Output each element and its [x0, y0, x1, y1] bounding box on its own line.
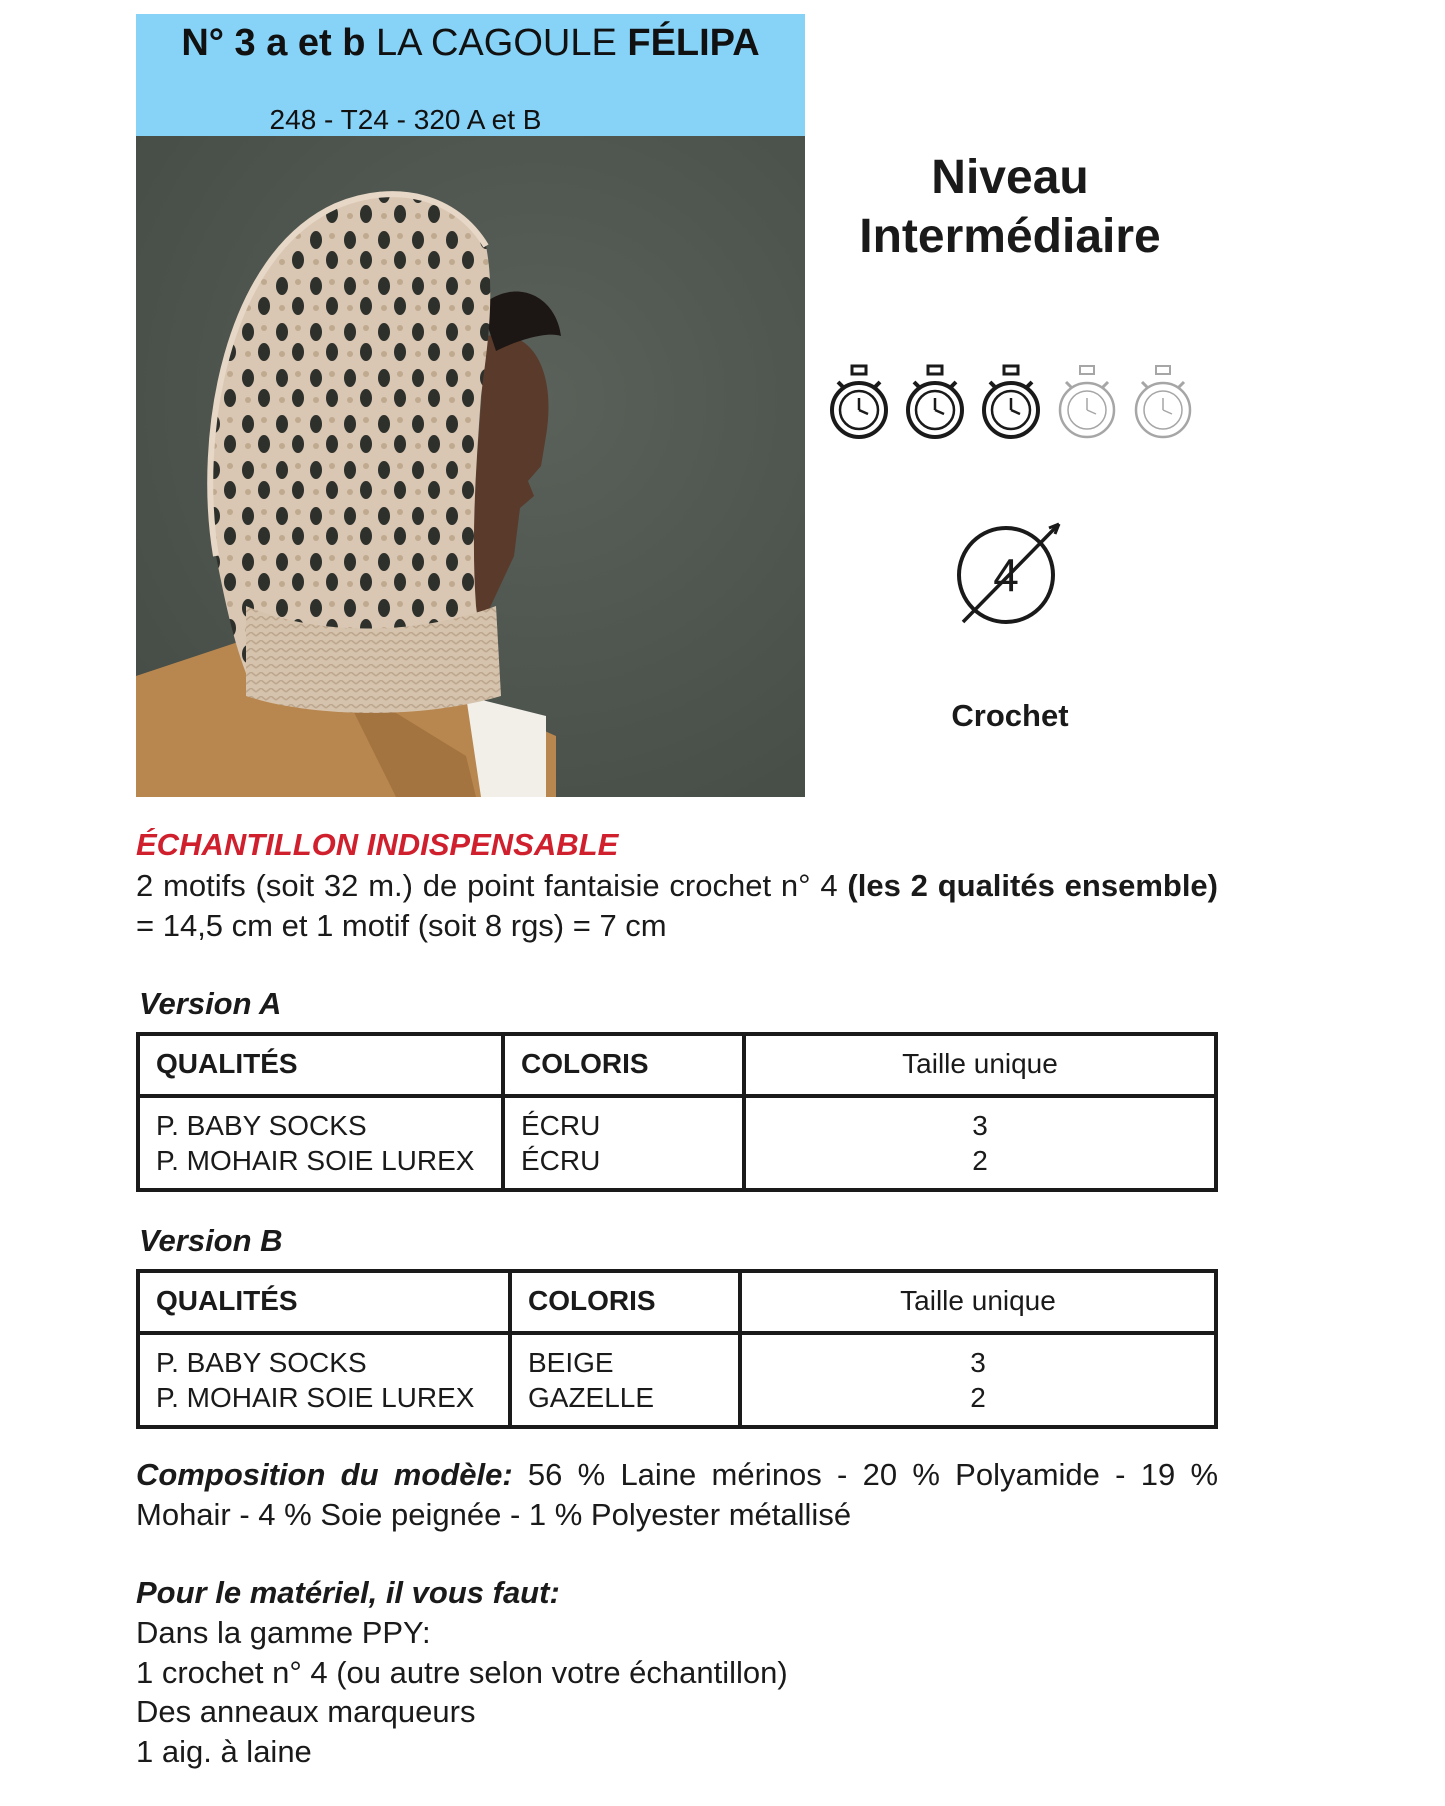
colors-cell: [503, 1096, 744, 1190]
version-b-label: Version B: [139, 1223, 283, 1258]
stopwatch-icon-empty: [1056, 364, 1118, 444]
color-2: GAZELLE: [528, 1382, 655, 1413]
quantity-cell: [744, 1096, 1216, 1190]
quality-2: P. MOHAIR SOIE LUREX: [156, 1382, 475, 1413]
header-size: Taille unique: [744, 1034, 1216, 1096]
quantity-1: 3: [970, 1347, 986, 1378]
difficulty-level: [840, 148, 1180, 266]
pattern-title-text: LA CAGOULE: [376, 22, 617, 64]
quality-1: P. BABY SOCKS: [156, 1347, 367, 1378]
quantity-cell: [740, 1333, 1216, 1427]
pattern-name: FÉLIPA: [627, 22, 760, 64]
time-rating: [828, 364, 1194, 444]
quantity-2: 2: [970, 1382, 986, 1413]
level-line-2: Intermédiaire: [859, 210, 1161, 263]
colors-cell: [510, 1333, 740, 1427]
quantity-1: 3: [972, 1110, 988, 1141]
stopwatch-icon-empty: [1132, 364, 1194, 444]
header-colors: COLORIS: [510, 1271, 740, 1333]
gauge-text-bold: (les 2 qualités ensemble): [847, 868, 1218, 903]
quality-1: P. BABY SOCKS: [156, 1110, 367, 1141]
technique-label: Crochet: [951, 698, 1069, 733]
stopwatch-icon-filled: [828, 364, 890, 444]
materiel-heading: [136, 1573, 1218, 1613]
title-banner: [136, 14, 805, 136]
composition-text: 56 % Laine mérinos - 20 % Polyamide - 19 % Mohair - 4 % Soie peignée - 1 % Polyester métallisé: [136, 1457, 1219, 1532]
product-photo: [136, 136, 805, 797]
version-b-table: [136, 1269, 1218, 1429]
hook-size-icon: [955, 518, 1065, 628]
color-1: BEIGE: [528, 1347, 614, 1378]
pattern-number: N° 3 a et b: [181, 22, 366, 64]
level-line-1: Niveau: [931, 151, 1089, 204]
hooded-model-illustration: [136, 136, 805, 797]
stopwatch-icon-filled: [904, 364, 966, 444]
materiel-line: 1 crochet n° 4 (ou autre selon votre échantillon): [136, 1655, 788, 1690]
color-1: ÉCRU: [521, 1110, 601, 1141]
gauge-heading: ÉCHANTILLON INDISPENSABLE: [136, 827, 619, 862]
header-qualities: QUALITÉS: [138, 1271, 510, 1333]
table-header-row: [138, 1271, 1216, 1333]
hook-size-value: 4: [993, 549, 1019, 601]
materiel-line: Dans la gamme PPY:: [136, 1615, 431, 1650]
qualities-cell: [138, 1333, 510, 1427]
table-header-row: [138, 1034, 1216, 1096]
stopwatch-icon-filled: [980, 364, 1042, 444]
materiel-line: 1 aig. à laine: [136, 1734, 312, 1769]
materiel-line: Des anneaux marqueurs: [136, 1694, 476, 1729]
pattern-reference: 248 - T24 - 320 A et B: [269, 104, 542, 135]
table-row: [138, 1096, 1216, 1190]
table-row: [138, 1333, 1216, 1427]
materiel-label: Pour le matériel, il vous faut:: [136, 1575, 560, 1610]
qualities-cell: [138, 1096, 503, 1190]
color-2: ÉCRU: [521, 1145, 601, 1176]
version-a-label: Version A: [139, 986, 282, 1021]
composition-label: Composition du modèle:: [136, 1457, 513, 1492]
gauge-text-part1: 2 motifs (soit 32 m.) de point fantaisie crochet n° 4: [136, 868, 848, 903]
pattern-title: [136, 18, 805, 68]
composition: [136, 1455, 1218, 1535]
gauge-text-part2: = 14,5 cm et 1 motif (soit 8 rgs) = 7 cm: [136, 908, 667, 943]
quality-2: P. MOHAIR SOIE LUREX: [156, 1145, 475, 1176]
quantity-2: 2: [972, 1145, 988, 1176]
gauge-text: [136, 866, 1218, 946]
header-colors: COLORIS: [503, 1034, 744, 1096]
header-qualities: QUALITÉS: [138, 1034, 503, 1096]
header-size: Taille unique: [740, 1271, 1216, 1333]
version-a-table: [136, 1032, 1218, 1192]
